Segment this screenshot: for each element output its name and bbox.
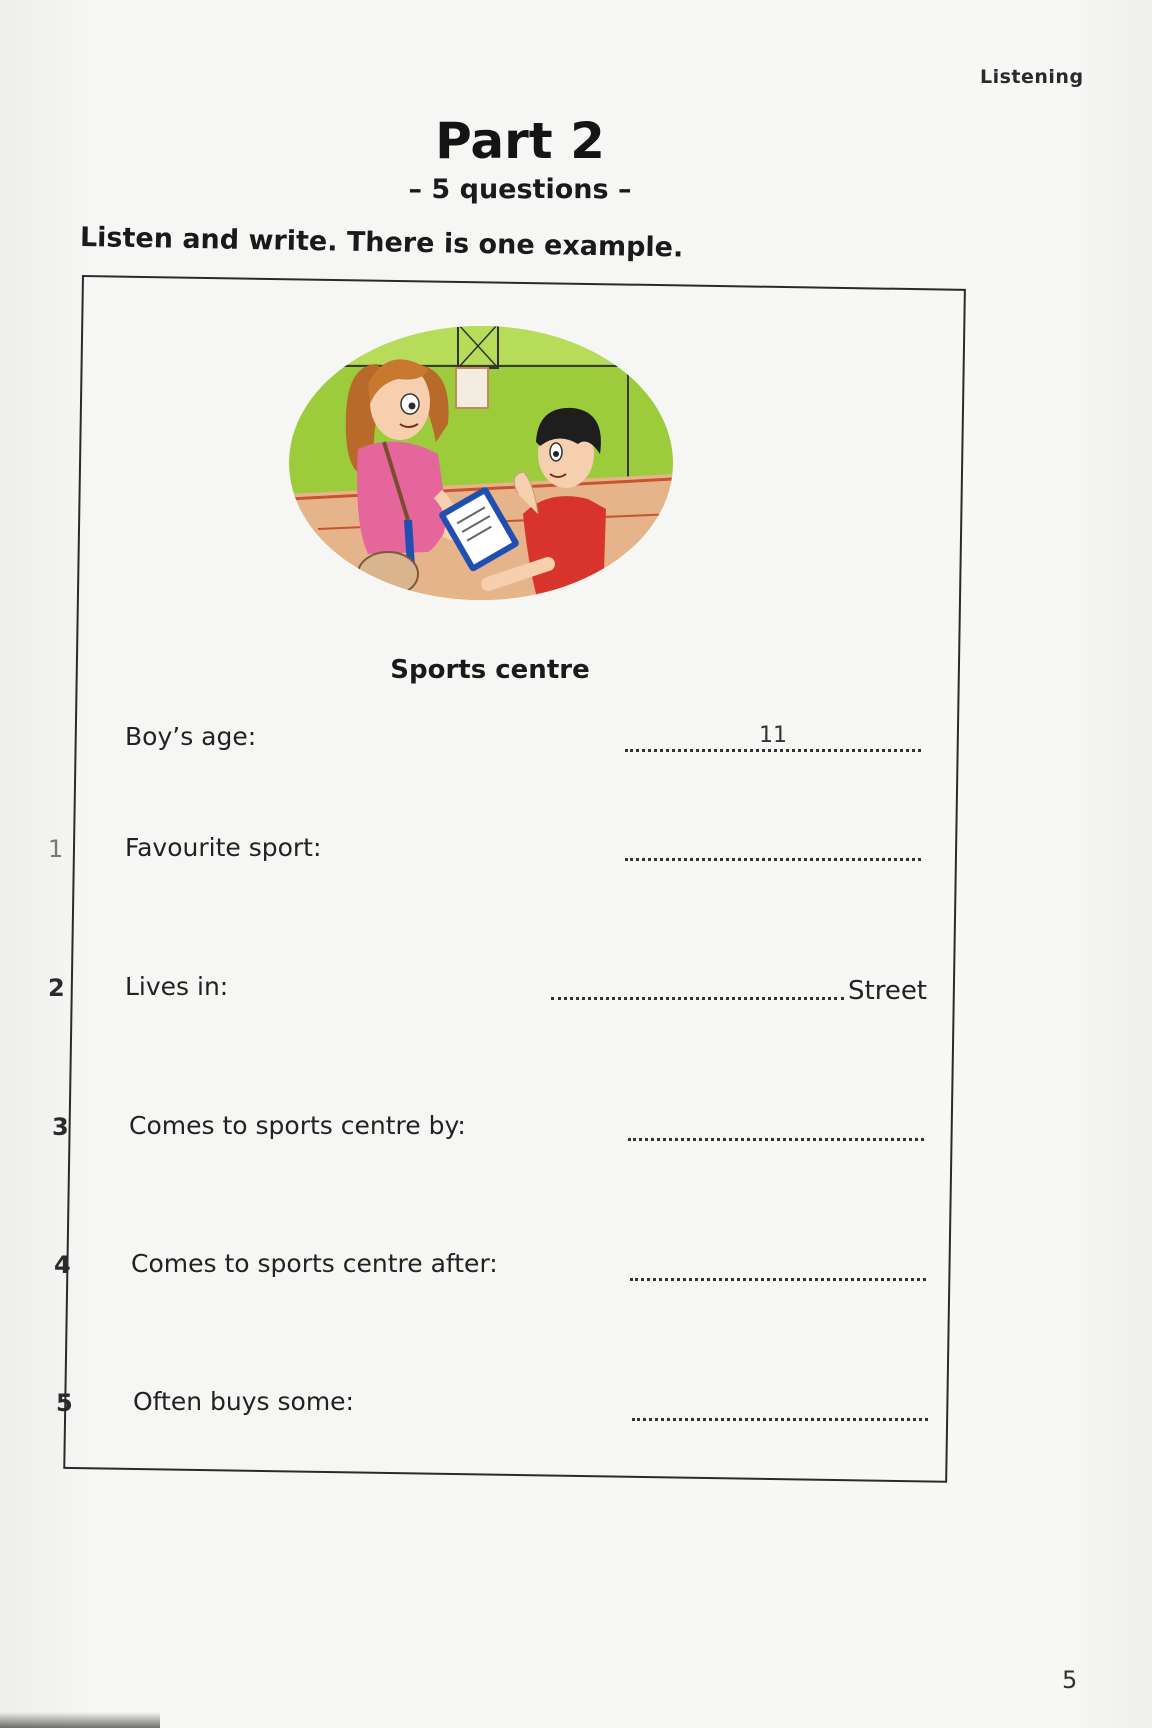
question-number: 5 (56, 1389, 73, 1417)
question-row (0, 972, 1152, 1012)
question-row (0, 1111, 1152, 1151)
part-title: Part 2 (435, 112, 605, 170)
dotted-answer-line (625, 749, 921, 752)
answer-field-4[interactable] (630, 1253, 926, 1283)
page-number: 5 (1062, 1666, 1078, 1694)
question-label: Lives in: (125, 972, 229, 1001)
dotted-answer-line (630, 1278, 926, 1281)
answer-field-1[interactable] (625, 833, 921, 863)
question-number: 1 (48, 835, 64, 863)
dotted-answer-line (625, 858, 921, 861)
example-answer-field (625, 724, 921, 754)
dotted-answer-line (628, 1138, 924, 1141)
question-label: Favourite sport: (125, 833, 322, 862)
dotted-answer-line (551, 997, 844, 1000)
example-label: Boy’s age: (125, 722, 257, 751)
question-number: 4 (54, 1251, 71, 1279)
answer-field-2[interactable] (551, 972, 844, 1002)
question-label: Comes to sports centre after: (131, 1249, 498, 1278)
answer-field-3[interactable] (628, 1113, 924, 1143)
answer-suffix: Street (848, 976, 928, 1006)
example-answer: 11 (759, 723, 787, 748)
question-number: 2 (48, 974, 65, 1002)
example-row (0, 722, 1152, 762)
answer-field-5[interactable] (632, 1393, 928, 1423)
question-number: 3 (52, 1113, 69, 1141)
section-label: Listening (980, 66, 1084, 88)
question-row (0, 1249, 1152, 1289)
question-label: Often buys some: (133, 1387, 354, 1416)
question-row (0, 833, 1152, 873)
instruction-text: Listen and write. There is one example. (79, 222, 684, 264)
sports-centre-illustration (288, 324, 674, 602)
part-subtitle: – 5 questions – (408, 174, 632, 205)
question-row (0, 1387, 1152, 1427)
page-edge-shadow (0, 1712, 160, 1728)
question-label: Comes to sports centre by: (129, 1111, 466, 1140)
dotted-answer-line (632, 1418, 928, 1421)
form-title: Sports centre (390, 655, 590, 685)
